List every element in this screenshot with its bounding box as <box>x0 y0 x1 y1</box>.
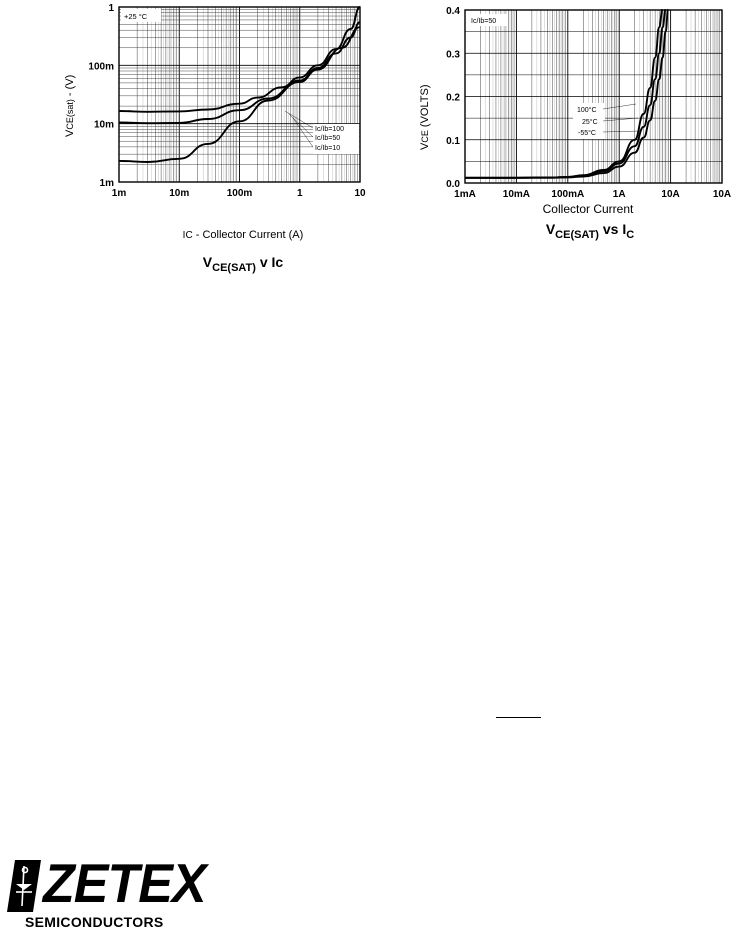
chart-vcesat-vs-ic-linear <box>419 6 731 241</box>
chart-title <box>546 221 634 241</box>
legend-leader-2 <box>289 114 313 137</box>
x-tick-label: 100mA <box>551 189 585 200</box>
legend-leader-1 <box>285 111 313 128</box>
y-tick-label: 0.0 <box>446 179 460 190</box>
y-tick-label: 0.1 <box>446 135 460 147</box>
x-tick-label: 10m <box>169 188 190 199</box>
y-tick-label: 1 <box>108 3 114 14</box>
legend-label-3: Ic/Ib=10 <box>315 145 341 152</box>
chart-title <box>203 254 284 274</box>
y-tick-label: 100m <box>88 61 114 73</box>
x-tick-label: 10mA <box>502 189 531 200</box>
chart-title-sub: CE(SAT) <box>212 262 256 274</box>
zetex-logo <box>7 853 206 930</box>
y-axis-label-prefix: V <box>64 129 76 137</box>
x-tick-label: 10 <box>354 188 366 199</box>
legend-leader-2 <box>603 118 638 121</box>
ratio-annotation: Ic/Ib=50 <box>471 18 497 25</box>
x-tick-label: 1A <box>612 189 626 200</box>
y-axis-label-sub: CE <box>420 130 430 143</box>
legend-label-2: Ic/Ib=50 <box>315 135 341 142</box>
chart-title-sub2: C <box>626 229 635 241</box>
legend-label-3: -55°C <box>578 130 596 137</box>
x-tick-label: 1mA <box>454 189 476 200</box>
chart-title-sub: CE(SAT) <box>555 229 599 241</box>
y-axis-label <box>64 75 76 137</box>
x-tick-label: 1 <box>296 188 303 199</box>
chart-title-tail: v Ic <box>255 254 284 270</box>
x-axis-label-prefix: IC <box>182 230 193 241</box>
series-line-3 <box>465 9 668 178</box>
y-tick-label: 1m <box>99 178 114 189</box>
logo-wordmark: ZETEX <box>43 853 206 915</box>
y-tick-label: 10m <box>93 119 114 131</box>
y-axis-label <box>419 85 431 151</box>
x-tick-label: 100m <box>226 188 253 199</box>
y-tick-label: 0.4 <box>446 6 460 17</box>
y-axis-label-text: (VOLTS) <box>419 84 431 131</box>
y-axis-label-text: - (V) <box>64 74 76 100</box>
chart-title-mid: vs I <box>598 221 627 237</box>
temperature-annotation: +25 °C <box>124 12 148 21</box>
legend-label-1: 100°C <box>577 107 597 114</box>
x-axis-label: Collector Current <box>542 202 634 216</box>
y-tick-label: 0.2 <box>446 92 460 104</box>
x-axis-label-text: - Collector Current (A) <box>192 229 304 241</box>
legend-label-2: 25°C <box>582 119 598 126</box>
y-axis-label-sub: CE(sat) <box>65 99 75 130</box>
y-tick-label: 0.3 <box>446 49 460 61</box>
chart-vcesat-vs-ic-log <box>64 3 366 274</box>
x-axis-label <box>183 229 304 241</box>
x-tick-label: 1m <box>111 188 127 199</box>
logo-subtitle: SEMICONDUCTORS <box>25 914 164 930</box>
x-tick-label: 10A <box>712 189 732 200</box>
y-axis-label-prefix: V <box>419 142 431 150</box>
logo-emblem-icon <box>7 860 41 912</box>
chart-title-main: V <box>545 221 556 237</box>
legend-label-1: Ic/Ib=100 <box>315 126 344 133</box>
chart-title-main: V <box>202 254 213 270</box>
x-tick-label: 10A <box>661 189 680 200</box>
footer-rule <box>496 717 541 718</box>
